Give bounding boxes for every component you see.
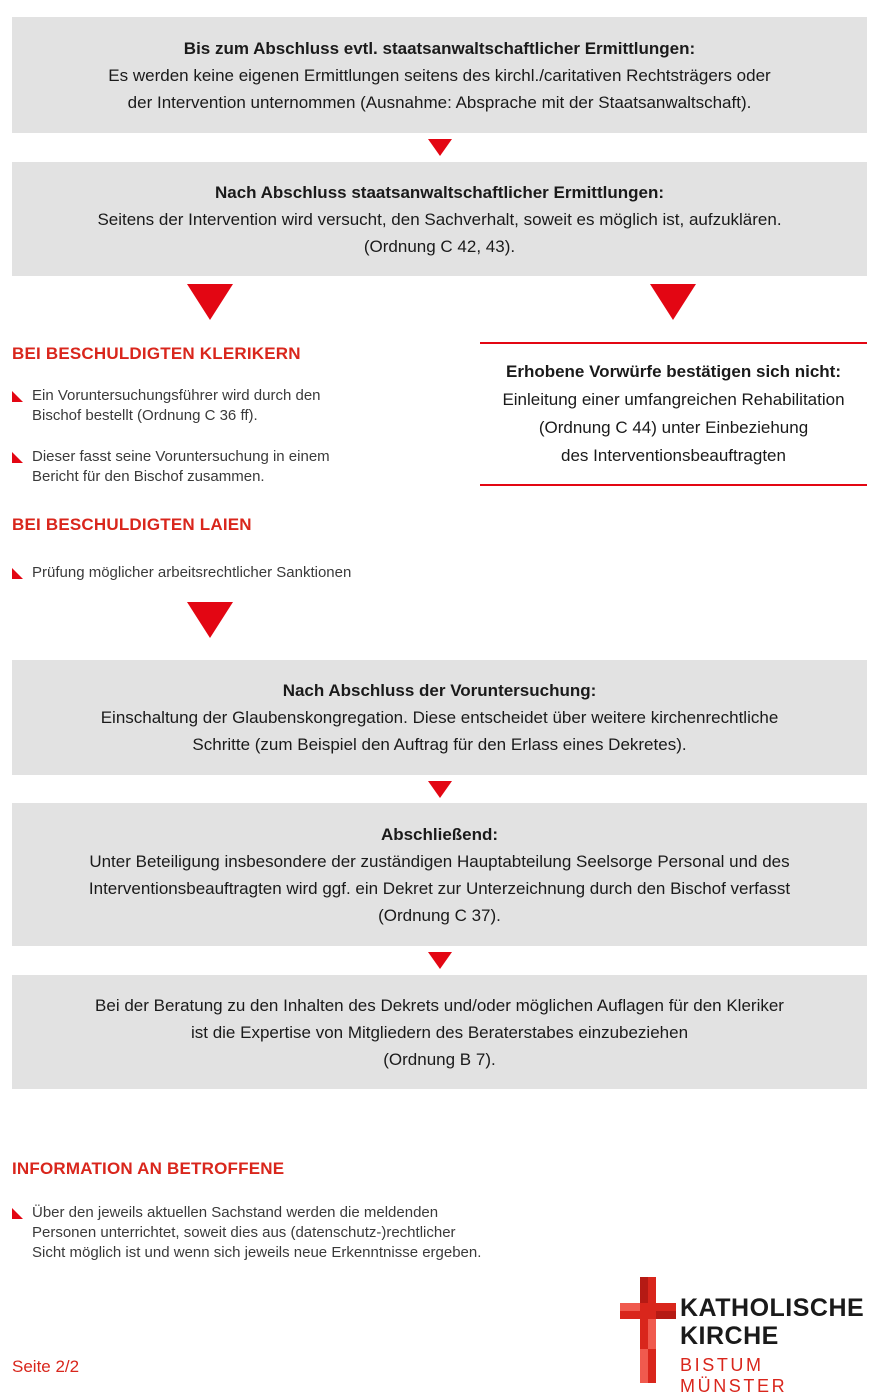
logo-line-3: BISTUM MÜNSTER xyxy=(680,1355,788,1396)
laien-bullet-1: Prüfung möglicher arbeitsrechtlicher Sanktionen xyxy=(12,563,351,583)
flow-arrow-icon xyxy=(428,139,452,156)
flow-arrow-icon xyxy=(428,952,452,969)
step-box-1 xyxy=(12,17,867,133)
step-text: Seitens der Intervention wird versucht, den Sachverhalt, soweit es möglich ist, aufzuklären. (Ordnung C 42, 43). xyxy=(97,209,782,256)
information-bullet-1: Über den jeweils aktuellen Sachstand werden die meldenden Personen unterrichtet, soweit dies aus (datenschutz-)rechtlicher Sicht möglich ist und wenn sich jeweils neue Erkenntnisse ergeben. xyxy=(12,1203,481,1263)
vorwuerfe-heading: Erhobene Vorwürfe bestätigen sich nicht: xyxy=(505,362,841,381)
vorwuerfe-text: Einleitung einer umfangreichen Rehabilitation (Ordnung C 44) unter Einbeziehung des Interventionsbeauftragten xyxy=(502,390,845,465)
logo-line-2: KIRCHE xyxy=(680,1322,779,1350)
flow-arrow-icon xyxy=(187,602,233,638)
flow-arrow-left-icon xyxy=(187,284,233,320)
step-heading: Abschließend: xyxy=(380,824,499,844)
bistum-logo xyxy=(618,1275,873,1396)
kleriker-bullet-2: Dieser fasst seine Voruntersuchung in einem Bericht für den Bischof zusammen. xyxy=(12,447,330,487)
step-box-4 xyxy=(12,803,867,946)
bullet-marker-icon xyxy=(12,1208,23,1219)
step-box-2 xyxy=(12,162,867,276)
step-text: Bei der Beratung zu den Inhalten des Dekrets und/oder möglichen Auflagen für den Kleriker ist die Expertise von Mitgliedern des Beraterstabes einzubeziehen (Ordnung B 7). xyxy=(95,995,784,1069)
page-number: Seite 2/2 xyxy=(12,1357,80,1376)
information-heading: INFORMATION AN BETROFFENE xyxy=(12,1159,285,1178)
step-heading: Bis zum Abschluss evtl. staatsanwaltschaftlicher Ermittlungen: xyxy=(183,38,696,58)
step-box-5 xyxy=(12,975,867,1089)
step-heading: Nach Abschluss staatsanwaltschaftlicher Ermittlungen: xyxy=(214,182,665,202)
cross-logo-icon xyxy=(618,1275,678,1385)
vorwuerfe-box xyxy=(480,342,867,486)
flow-arrow-icon xyxy=(428,781,452,798)
bullet-marker-icon xyxy=(12,452,23,463)
kleriker-heading: BEI BESCHULDIGTEN KLERIKERN xyxy=(12,344,301,363)
bullet-marker-icon xyxy=(12,391,23,402)
bullet-marker-icon xyxy=(12,568,23,579)
step-text: Unter Beteiligung insbesondere der zuständigen Hauptabteilung Seelsorge Personal und des Interventionsbeauftragten wird ggf. ein Dekret zur Unterzeichnung durch den Bischof verfasst (Ordnung C 37). xyxy=(88,851,791,925)
laien-heading: BEI BESCHULDIGTEN LAIEN xyxy=(12,515,252,534)
step-text: Es werden keine eigenen Ermittlungen seitens des kirchl./caritativen Rechtsträgers oder der Intervention unternommen (Ausnahme: Absprache mit der Staatsanwaltschaft). xyxy=(108,65,771,112)
kleriker-bullet-1: Ein Voruntersuchungsführer wird durch den Bischof bestellt (Ordnung C 36 ff). xyxy=(12,386,321,426)
logo-line-1: KATHOLISCHE xyxy=(680,1294,865,1322)
step-box-3 xyxy=(12,660,867,775)
flow-arrow-right-icon xyxy=(650,284,696,320)
step-text: Einschaltung der Glaubenskongregation. Diese entscheidet über weitere kirchenrechtliche Schritte (zum Beispiel den Auftrag für den Erlass eines Dekretes). xyxy=(100,708,779,754)
step-heading: Nach Abschluss der Voruntersuchung: xyxy=(282,681,597,700)
